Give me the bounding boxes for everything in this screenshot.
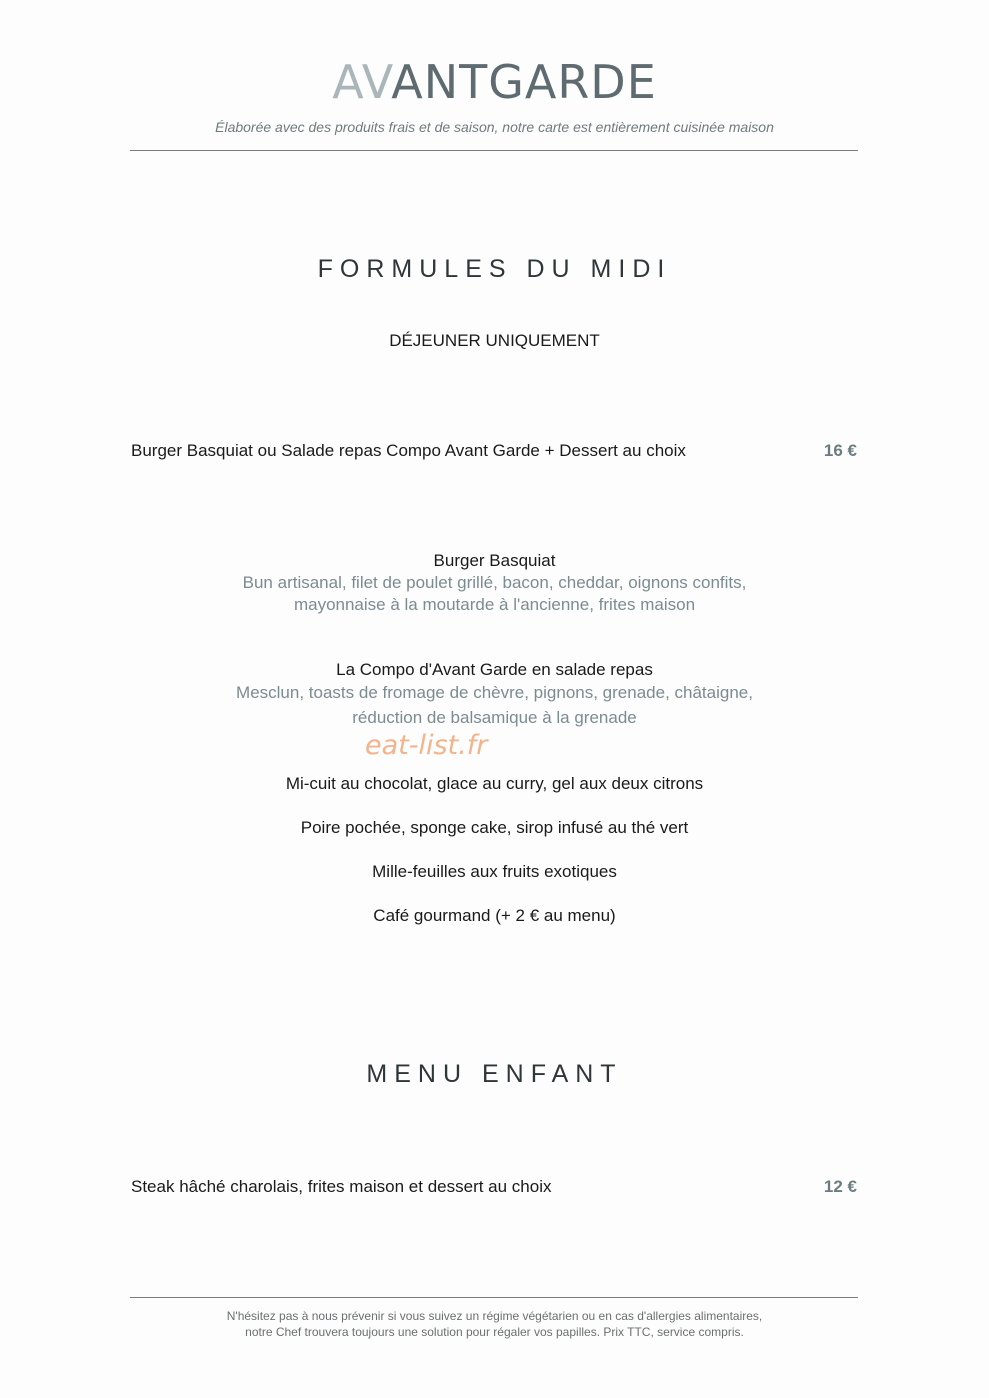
dish-description-compo: Mesclun, toasts de fromage de chèvre, pignons, grenade, châtaigne, xyxy=(236,683,753,702)
logo-part-2: ANTG xyxy=(391,55,525,109)
restaurant-logo xyxy=(0,52,989,112)
section-title-formules-midi: FORMULES DU MIDI xyxy=(317,255,672,283)
dish-description-burger: mayonnaise à la moutarde à l'ancienne, frites maison xyxy=(293,595,696,614)
dessert-item: Café gourmand (+ 2 € au menu) xyxy=(373,906,616,925)
dessert-item: Mi-cuit au chocolat, glace au curry, gel aux deux citrons xyxy=(285,774,704,793)
dessert-item: Poire pochée, sponge cake, sirop infusé au thé vert xyxy=(300,818,689,837)
dish-description-burger: Bun artisanal, filet de poulet grillé, bacon, cheddar, oignons confits, xyxy=(242,573,747,592)
header-divider xyxy=(130,150,858,151)
dessert-item: Mille-feuilles aux fruits exotiques xyxy=(372,862,617,881)
logo-part-3: ARDE xyxy=(524,55,657,109)
logo-part-1: AV xyxy=(332,55,392,109)
formula-midi-description: Burger Basquiat ou Salade repas Compo Avant Garde + Dessert au choix xyxy=(131,441,686,460)
section-title-menu-enfant: MENU ENFANT xyxy=(366,1060,623,1088)
dish-name-compo: La Compo d'Avant Garde en salade repas xyxy=(336,660,653,679)
watermark: eat-list.fr xyxy=(365,730,488,761)
dish-description-compo: réduction de balsamique à la grenade xyxy=(352,708,637,727)
formula-enfant-price: 12 € xyxy=(823,1177,857,1196)
tagline: Élaborée avec des produits frais et de saison, notre carte est entièrement cuisinée maison xyxy=(215,119,774,135)
formula-enfant-description: Steak hâché charolais, frites maison et dessert au choix xyxy=(131,1177,552,1196)
footer-note: notre Chef trouvera toujours une solution pour régaler vos papilles. Prix TTC, service compris. xyxy=(245,1325,744,1339)
footer-note: N'hésitez pas à nous prévenir si vous suivez un régime végétarien ou en cas d'allergies alimentaires, xyxy=(226,1309,763,1323)
formula-midi-price: 16 € xyxy=(823,441,857,460)
footer-divider xyxy=(130,1297,858,1298)
section-subtitle-dejeuner: DÉJEUNER UNIQUEMENT xyxy=(389,331,600,350)
dish-name-burger: Burger Basquiat xyxy=(433,551,556,570)
